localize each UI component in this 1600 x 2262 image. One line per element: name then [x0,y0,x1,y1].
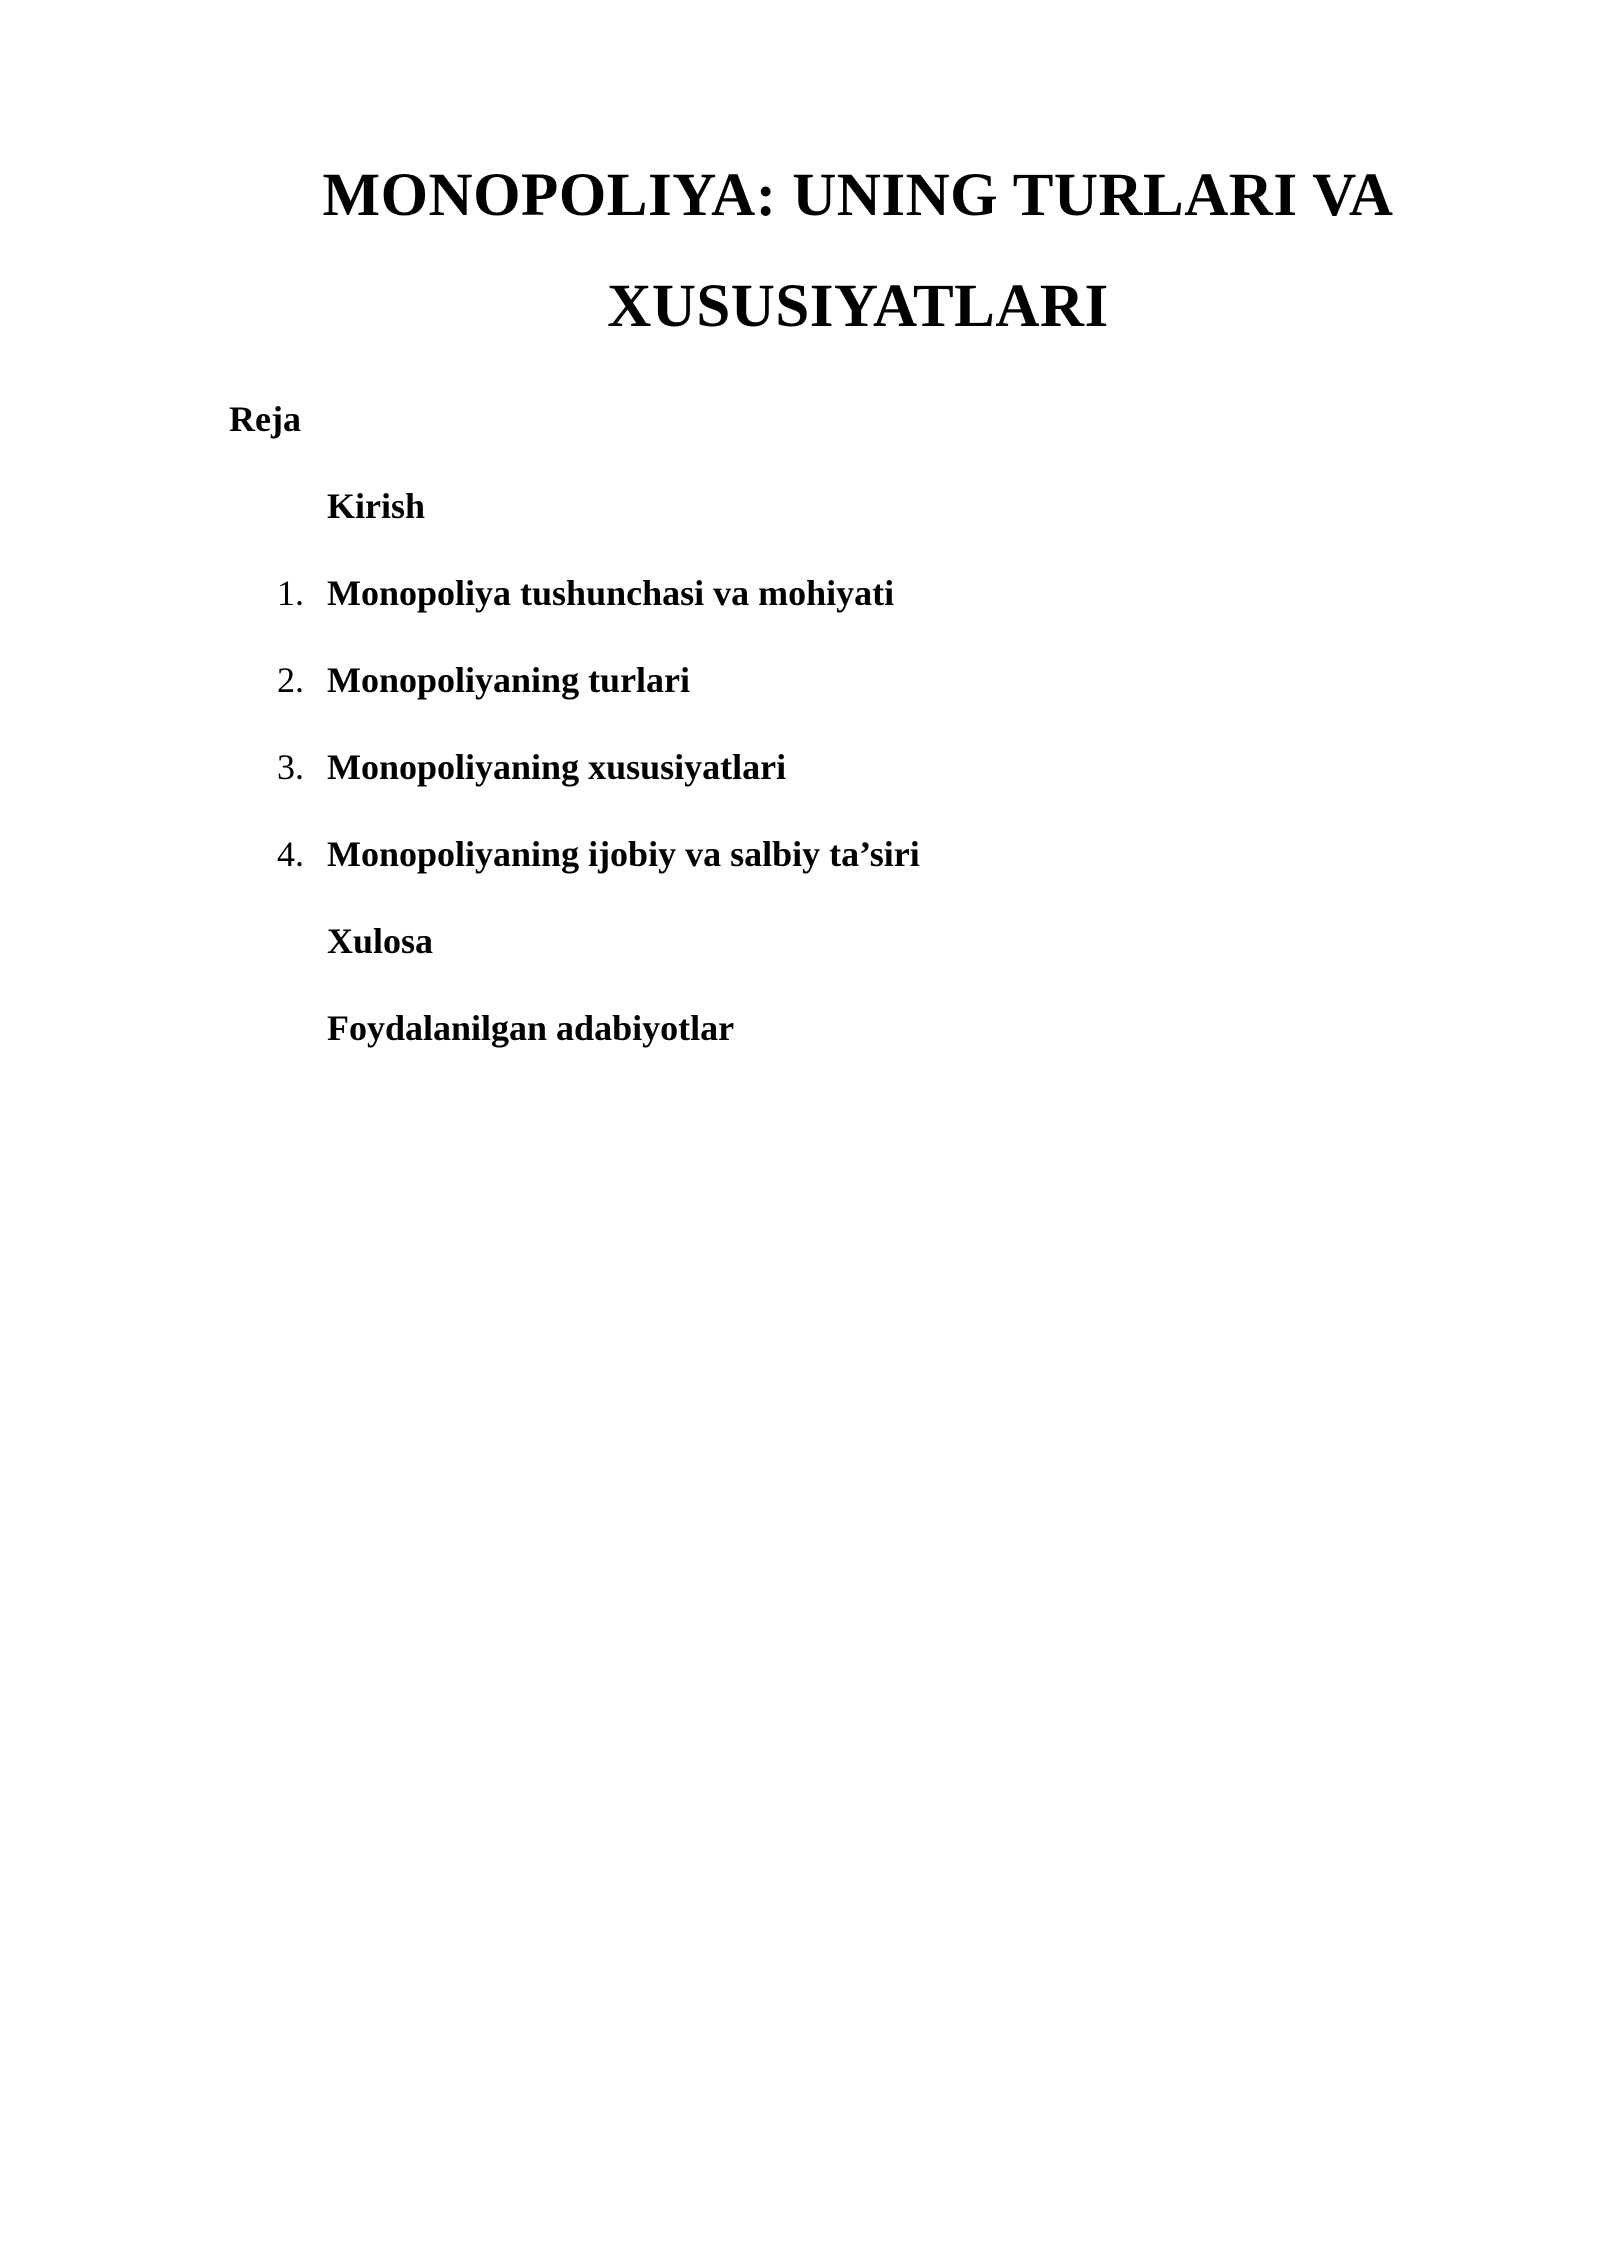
plan-item-number: 2. [277,660,304,700]
document-title [228,140,1488,362]
plan-item-references [0,1002,1600,1089]
plan-item-text: Monopoliyaning turlari [327,660,691,700]
plan-item-text: Foydalanilgan adabiyotlar [327,1008,735,1048]
plan-item-3 [0,741,1600,828]
plan-item-introduction [0,480,1600,567]
plan-item-number: 4. [277,834,304,874]
plan-item-1 [0,567,1600,654]
plan-item-number: 1. [277,573,304,613]
title-line-1: MONOPOLIYA: UNING TURLARI VA [322,162,1394,229]
plan-item-text: Monopoliya tushunchasi va mohiyati [327,573,895,613]
plan-heading: Reja [229,399,301,439]
plan-item-number: 3. [277,747,304,787]
plan-item-4 [0,828,1600,915]
plan-item-conclusion [0,915,1600,1002]
plan-item-text: Monopoliyaning ijobiy va salbiy ta’siri [327,834,920,874]
plan-item-text: Kirish [327,486,426,526]
title-line-2: XUSUSIYATLARI [607,273,1109,340]
plan-list [0,480,1600,1089]
plan-item-text: Xulosa [327,921,434,961]
plan-item-text: Monopoliyaning xususiyatlari [327,747,787,787]
plan-item-2 [0,654,1600,741]
